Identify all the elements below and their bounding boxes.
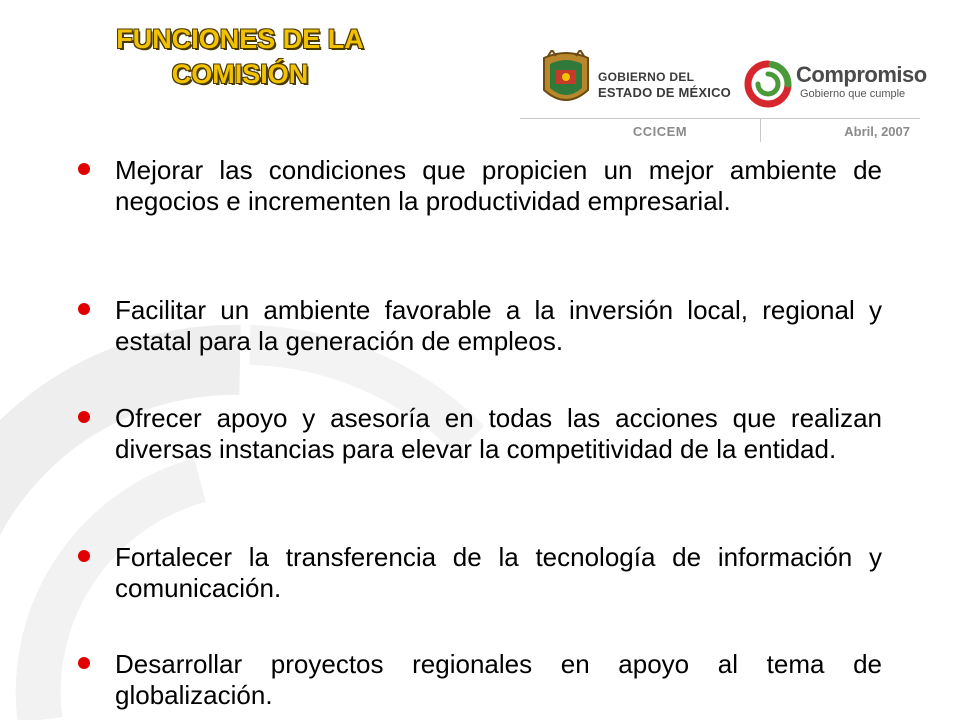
compromiso-brand xyxy=(796,62,927,100)
presentation-date: Abril, 2007 xyxy=(844,124,910,139)
slide-title-line-2: COMISIÓN xyxy=(171,59,309,89)
gov-line-1: GOBIERNO DEL xyxy=(598,70,695,84)
gov-line-2: ESTADO DE MÉXICO xyxy=(598,85,731,100)
state-coat-of-arms-icon xyxy=(538,50,594,108)
bullet-icon xyxy=(78,411,90,423)
list-item-text: Fortalecer la transferencia de la tecnología de información y comunicación. xyxy=(115,542,882,603)
slide-title-line-1: FUNCIONES DE LA xyxy=(116,24,364,54)
list-item-text: Desarrollar proyectos regionales en apoyo al tema de globalización. xyxy=(115,649,882,710)
bullet-icon xyxy=(78,303,90,315)
list-item-text: Mejorar las condiciones que propicien un mejor ambiente de negocios e incrementen la productividad empresarial. xyxy=(115,155,882,216)
bullet-icon xyxy=(78,163,90,175)
organization-code: CCICEM xyxy=(632,124,688,139)
compromiso-swirl-logo-icon xyxy=(742,58,794,110)
list-item-text: Ofrecer apoyo y asesoría en todas las acciones que realizan diversas instancias para elevar la competitividad de la entidad. xyxy=(115,403,882,464)
list-item-text: Facilitar un ambiente favorable a la inversión local, regional y estatal para la generación de empleos. xyxy=(115,295,882,356)
bullet-icon xyxy=(78,550,90,562)
bullet-icon xyxy=(78,657,90,669)
state-government-name xyxy=(598,70,731,100)
header-divider-line xyxy=(520,118,920,119)
header-vertical-divider xyxy=(760,118,761,142)
brand-tagline: Gobierno que cumple xyxy=(800,88,906,100)
brand-name: Compromiso xyxy=(796,62,927,87)
slide-title xyxy=(60,22,420,92)
